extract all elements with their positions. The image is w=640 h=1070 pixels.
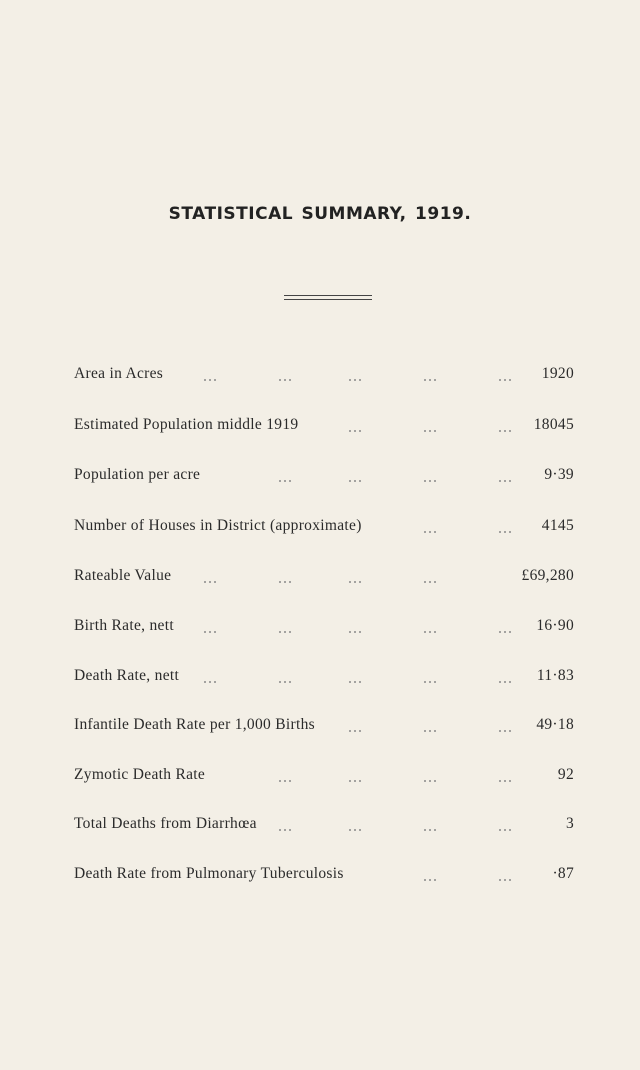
leader-dot	[499, 531, 501, 533]
leader-dot	[289, 581, 291, 583]
row-label: Number of Houses in District (approximate)	[74, 517, 362, 534]
leader-dot	[429, 531, 431, 533]
leader-dot	[354, 631, 356, 633]
row-label: Birth Rate, nett	[74, 617, 174, 634]
leader-dot	[349, 780, 351, 782]
leader-dot	[429, 430, 431, 432]
leader-dot	[284, 480, 286, 482]
leader-dot	[349, 430, 351, 432]
row-label: Zymotic Death Rate	[74, 766, 206, 783]
leader-dot	[204, 581, 206, 583]
leader-dot	[424, 631, 426, 633]
leader-dot	[434, 581, 436, 583]
leader-dot	[499, 480, 501, 482]
leader-dot	[289, 780, 291, 782]
leader-dot	[284, 829, 286, 831]
row-value: 4145	[541, 517, 574, 534]
leader-dot	[214, 379, 216, 381]
leader-dot	[504, 780, 506, 782]
leader-dot	[289, 829, 291, 831]
leader-dot	[434, 480, 436, 482]
leader-dot	[434, 681, 436, 683]
leader-dot	[509, 829, 511, 831]
leader-dot	[504, 631, 506, 633]
leader-dot	[284, 581, 286, 583]
summary-row-diarrhoea-deaths	[74, 815, 574, 839]
leader-dot	[214, 681, 216, 683]
leader-dot	[499, 379, 501, 381]
row-value: £69,280	[521, 567, 574, 584]
leader-dot	[349, 829, 351, 831]
leader-dot	[204, 379, 206, 381]
row-label: Death Rate, nett	[74, 667, 180, 684]
leader-dot	[499, 879, 501, 881]
leader-dot	[429, 681, 431, 683]
leader-dot	[424, 780, 426, 782]
leader-dot	[504, 430, 506, 432]
leader-dot	[359, 379, 361, 381]
leader-dot	[429, 631, 431, 633]
leader-dot	[434, 879, 436, 881]
leader-dot	[424, 730, 426, 732]
row-value: 11·83	[536, 667, 574, 684]
leader-dot	[429, 780, 431, 782]
leader-dot	[499, 780, 501, 782]
leader-dot	[434, 730, 436, 732]
leader-dot	[359, 631, 361, 633]
leader-dot	[204, 681, 206, 683]
row-label: Area in Acres	[74, 365, 164, 382]
leader-dot	[509, 631, 511, 633]
leader-dot	[434, 780, 436, 782]
leader-dot	[504, 829, 506, 831]
leader-dot	[429, 829, 431, 831]
title-rule-bottom	[284, 299, 372, 300]
row-label: Rateable Value	[74, 567, 172, 584]
summary-row-death-rate	[74, 667, 574, 691]
leader-dot	[359, 430, 361, 432]
leader-dot	[209, 681, 211, 683]
leader-dot	[499, 730, 501, 732]
leader-dot	[284, 379, 286, 381]
row-value: 3	[565, 815, 574, 832]
leader-dot	[359, 730, 361, 732]
leader-dot	[349, 631, 351, 633]
row-label: Population per acre	[74, 466, 201, 483]
leader-dot	[429, 581, 431, 583]
leader-dot	[279, 681, 281, 683]
leader-dot	[434, 379, 436, 381]
leader-dot	[354, 581, 356, 583]
row-label: Estimated Population middle 1919	[74, 416, 299, 433]
leader-dot	[509, 379, 511, 381]
leader-dot	[279, 379, 281, 381]
leader-dot	[284, 681, 286, 683]
leader-dot	[349, 730, 351, 732]
leader-dot	[359, 780, 361, 782]
leader-dot	[214, 581, 216, 583]
row-value: 1920	[541, 365, 574, 382]
leader-dot	[209, 631, 211, 633]
leader-dot	[354, 730, 356, 732]
leader-dot	[354, 379, 356, 381]
leader-dot	[359, 829, 361, 831]
leader-dot	[214, 631, 216, 633]
leader-dot	[504, 480, 506, 482]
summary-row-population-per-acre	[74, 466, 574, 490]
row-value: 18045	[533, 416, 574, 433]
leader-dot	[509, 681, 511, 683]
leader-dot	[509, 480, 511, 482]
leader-dot	[504, 681, 506, 683]
row-value: 16·90	[536, 617, 574, 634]
leader-dot	[349, 379, 351, 381]
leader-dot	[499, 681, 501, 683]
leader-dot	[424, 829, 426, 831]
leader-dot	[279, 631, 281, 633]
row-value: 9·39	[544, 466, 574, 483]
summary-row-infantile-death-rate	[74, 716, 574, 740]
row-label: Infantile Death Rate per 1,000 Births	[74, 716, 315, 733]
leader-dot	[354, 829, 356, 831]
leader-dot	[284, 631, 286, 633]
leader-dot	[424, 581, 426, 583]
leader-dot	[359, 480, 361, 482]
leader-dot	[424, 430, 426, 432]
leader-dot	[359, 581, 361, 583]
leader-dot	[289, 681, 291, 683]
leader-dot	[354, 681, 356, 683]
leader-dot	[424, 480, 426, 482]
row-label: Total Deaths from Diarrhœa	[74, 815, 257, 832]
leader-dot	[289, 480, 291, 482]
leader-dot	[354, 430, 356, 432]
leader-dot	[434, 430, 436, 432]
leader-dot	[504, 730, 506, 732]
leader-dot	[499, 631, 501, 633]
leader-dot	[209, 581, 211, 583]
summary-row-area	[74, 365, 574, 389]
leader-dot	[509, 531, 511, 533]
leader-dot	[279, 780, 281, 782]
summary-row-zymotic-death-rate	[74, 766, 574, 790]
leader-dot	[504, 531, 506, 533]
leader-dot	[424, 681, 426, 683]
leader-dot	[509, 879, 511, 881]
leader-dot	[349, 581, 351, 583]
summary-row-houses	[74, 517, 574, 541]
leader-dot	[434, 829, 436, 831]
summary-row-rateable-value	[74, 567, 574, 591]
leader-dot	[204, 631, 206, 633]
leader-dot	[424, 379, 426, 381]
leader-dot	[279, 829, 281, 831]
leader-dot	[509, 780, 511, 782]
leader-dot	[424, 879, 426, 881]
leader-dot	[509, 730, 511, 732]
leader-dot	[349, 681, 351, 683]
row-label: Death Rate from Pulmonary Tuberculosis	[74, 865, 344, 882]
leader-dot	[354, 480, 356, 482]
summary-row-tuberculosis-death-rate	[74, 865, 574, 889]
leader-dot	[504, 879, 506, 881]
leader-dot	[279, 480, 281, 482]
leader-dot	[429, 730, 431, 732]
leader-dot	[289, 631, 291, 633]
leader-dot	[354, 780, 356, 782]
summary-row-birth-rate	[74, 617, 574, 641]
leader-dot	[279, 581, 281, 583]
leader-dot	[349, 480, 351, 482]
leader-dot	[429, 879, 431, 881]
leader-dot	[359, 681, 361, 683]
leader-dot	[499, 430, 501, 432]
row-value: 49·18	[536, 716, 574, 733]
leader-dot	[289, 379, 291, 381]
leader-dot	[429, 379, 431, 381]
leader-dot	[424, 531, 426, 533]
leader-dot	[284, 780, 286, 782]
row-value: ·87	[552, 865, 574, 882]
summary-row-population	[74, 416, 574, 440]
leader-dot	[434, 531, 436, 533]
leader-dot	[209, 379, 211, 381]
page-title: STATISTICAL SUMMARY, 1919.	[168, 204, 472, 224]
leader-dot	[499, 829, 501, 831]
title-rule-top	[284, 295, 372, 296]
leader-dot	[429, 480, 431, 482]
row-value: 92	[557, 766, 574, 783]
leader-dot	[504, 379, 506, 381]
leader-dot	[509, 430, 511, 432]
leader-dot	[434, 631, 436, 633]
